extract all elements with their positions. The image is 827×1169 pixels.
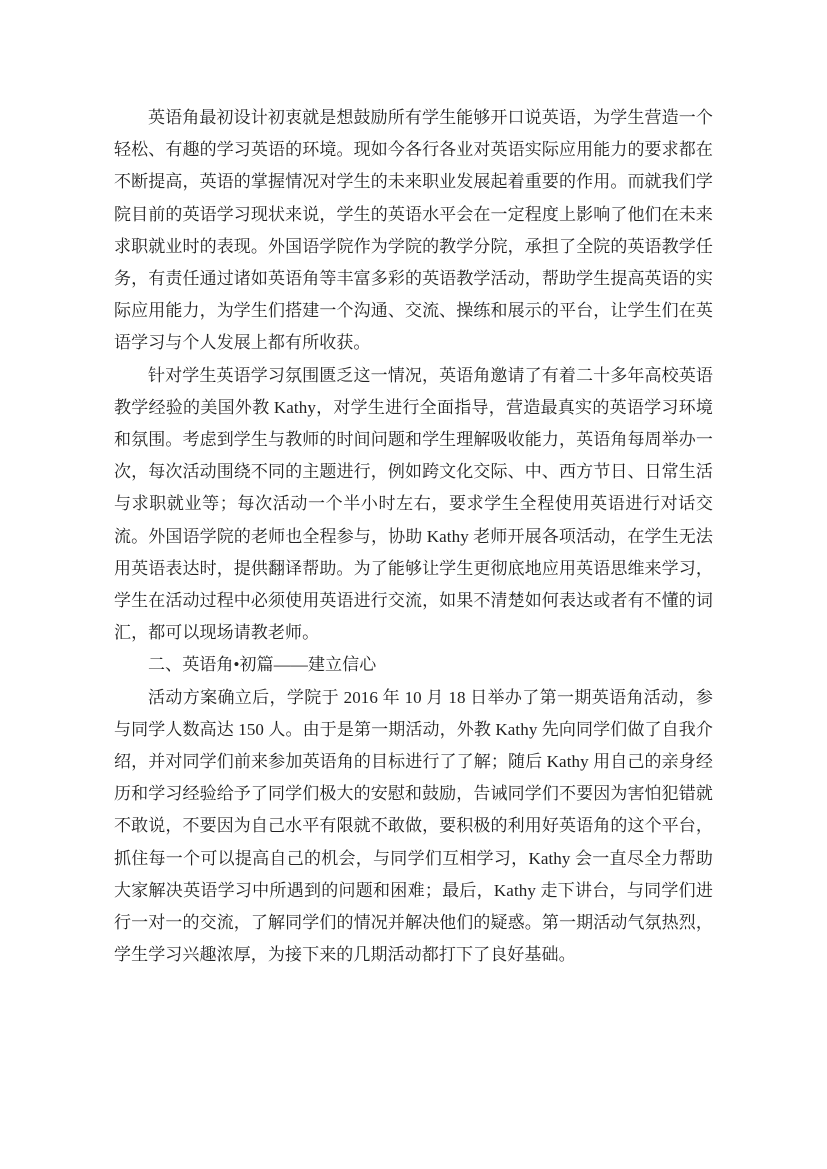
body-paragraph-3: 活动方案确立后，学院于 2016 年 10 月 18 日举办了第一期英语角活动，参与同学人数高达 150 人。由于是第一期活动，外教 Kathy 先向同学们做了自我介绍，并对同学们前来参加英语角的目标进行了了解；随后 Kathy 用自己的亲身经历和学习经验给予了同学们极大的安慰和鼓励，告诫同学们不要因为害怕犯错就不敢说，不要因为自己水平有限就不敢做，要积极的利用好英语角的这个平台，抓住每一个可以提高自己的机会，与同学们互相学习，Kathy 会一直尽全力帮助大家解决英语学习中所遇到的问题和困难；最后，Kathy 走下讲台，与同学们进行一对一的交流，了解同学们的情况并解决他们的疑惑。第一期活动气氛热烈，学生学习兴趣浓厚，为接下来的几期活动都打下了良好基础。	[114, 687, 713, 965]
body-paragraph-2: 针对学生英语学习氛围匮乏这一情况，英语角邀请了有着二十多年高校英语教学经验的美国外教 Kathy，对学生进行全面指导，营造最真实的英语学习环境和氛围。考虑到学生与教师的时间问题和学生理解吸收能力，英语角每周举办一次，每次活动围绕不同的主题进行，例如跨文化交际、中、西方节日、日常生活与求职就业等；每次活动一个半小时左右，要求学生全程使用英语进行对话交流。外国语学院的老师也全程参与，协助 Kathy 老师开展各项活动，在学生无法用英语表达时，提供翻译帮助。为了能够让学生更彻底地应用英语思维来学习，学生在活动过程中必须使用英语进行交流，如果不清楚如何表达或者有不懂的词汇，都可以现场请教老师。	[114, 365, 713, 643]
document-body	[114, 102, 713, 971]
body-paragraph-1: 英语角最初设计初衷就是想鼓励所有学生能够开口说英语，为学生营造一个轻松、有趣的学习英语的环境。现如今各行各业对英语实际应用能力的要求都在不断提高，英语的掌握情况对学生的未来职业发展起着重要的作用。而就我们学院目前的英语学习现状来说，学生的英语水平会在一定程度上影响了他们在未来求职就业时的表现。外国语学院作为学院的教学分院，承担了全院的英语教学任务，有责任通过诸如英语角等丰富多彩的英语教学活动，帮助学生提高英语的实际应用能力，为学生们搭建一个沟通、交流、操练和展示的平台，让学生们在英语学习与个人发展上都有所收获。	[114, 108, 713, 353]
section-heading: 二、英语角•初篇——建立信心	[148, 655, 377, 675]
